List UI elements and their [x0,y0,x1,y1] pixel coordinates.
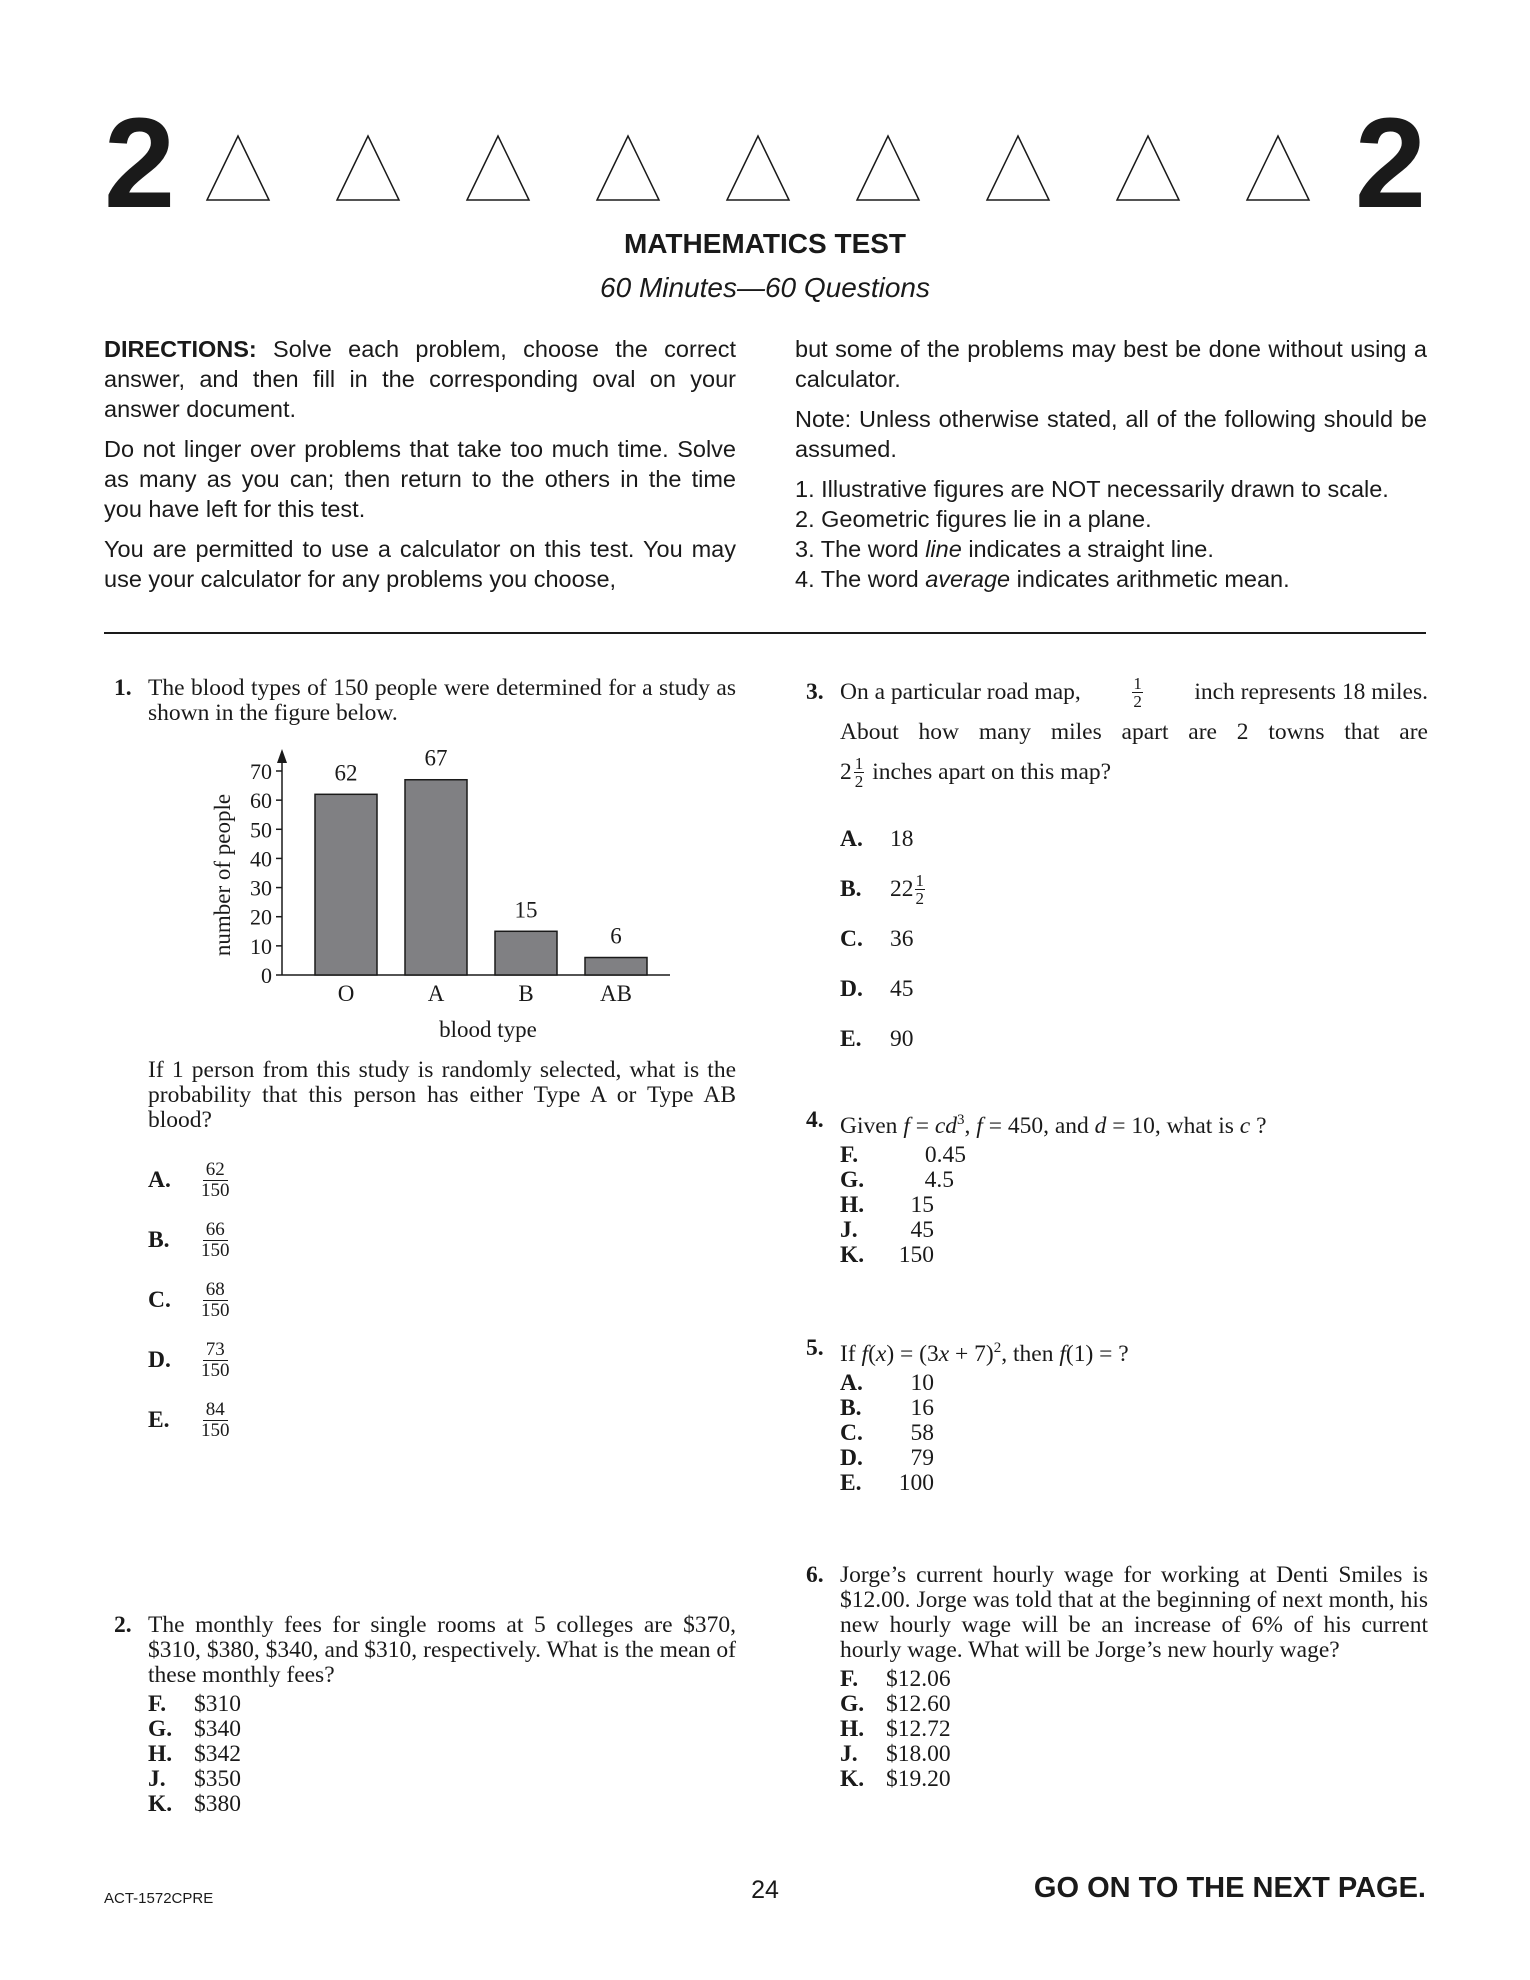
option-label: D. [148,1346,171,1373]
option-d[interactable] [840,1446,1428,1471]
option-value: 4.5 [924,1166,954,1193]
option-c[interactable] [148,1270,414,1330]
text-part: (1) = ? [1065,1340,1129,1367]
data-label: 62 [334,760,358,786]
triangle-icon [337,136,399,200]
option-value: 22 [890,875,914,902]
option-label: D. [840,1444,863,1471]
option-value: 90 [890,1025,914,1052]
option-j[interactable] [840,1218,1428,1243]
text-part: + 7) [949,1340,994,1367]
fraction-denominator: 2 [854,771,864,791]
option-label: J. [148,1766,166,1792]
directions-p4: but some of the problems may best be done without using a calculator. [795,336,1427,392]
option-label: G. [148,1716,173,1742]
fraction-numerator: 84 [203,1400,228,1421]
option-value: 58 [910,1419,934,1446]
option-label: K. [840,1241,865,1268]
form-code: ACT-1572CPRE [104,1890,214,1907]
option-label: J. [840,1216,858,1243]
option-value: $350 [194,1766,241,1792]
text-part: ? [1250,1112,1267,1139]
option-value: $342 [194,1741,241,1767]
question-3 [806,672,1428,1064]
note-4-em: average [925,566,1011,592]
option-b[interactable] [840,1396,1428,1421]
option-d[interactable] [148,1330,414,1390]
fraction-denominator: 2 [1133,691,1142,711]
triangle-icon [987,136,1049,200]
question-6 [806,1563,1428,1792]
option-label: H. [840,1716,865,1742]
y-tick-label: 10 [250,933,272,959]
option-label: B. [148,1226,170,1253]
fraction-numerator: 1 [854,753,864,773]
question-text-part: inch represents 18 miles. [1194,679,1428,705]
var-c: c [1239,1112,1251,1139]
directions-left-column [104,334,736,604]
question-number: 5. [806,1335,824,1361]
page-title: MATHEMATICS TEST [623,228,907,259]
triangle-icon [857,136,919,200]
directions-label: DIRECTIONS: [104,336,257,362]
option-label: E. [840,1469,862,1496]
option-fraction [198,1280,233,1321]
option-value: 16 [910,1394,934,1421]
fraction-numerator: 1 [915,870,924,890]
option-h[interactable] [148,1742,736,1767]
note-3-a: 3. The word [795,536,926,562]
y-tick-label: 60 [250,788,272,814]
x-tick-label: A [427,981,445,1006]
text-part: ) = (3 [886,1340,939,1367]
option-j[interactable] [148,1767,736,1792]
question-text: Jorge’s current hourly wage for working at Denti Smiles is $12.00. Jorge was told that at the beginning of next month, his new hourly wage will be an increase of 6% of his current hourly wage. What will be Jorge’s new hourly wage? [840,1562,1428,1663]
question-number: 6. [806,1562,824,1588]
question-number: 3. [806,679,824,705]
option-label: F. [840,1666,859,1692]
question-number: 4. [806,1107,824,1133]
option-g[interactable] [148,1717,736,1742]
note-3-b: indicates a straight line. [961,536,1214,562]
option-label: F. [148,1691,167,1717]
option-c[interactable] [840,914,1428,964]
page-subtitle: 60 Minutes—60 Questions [600,272,930,303]
question-number: 1. [114,675,132,701]
option-value: 15 [910,1191,934,1218]
fraction-numerator: 62 [203,1160,228,1181]
option-label: C. [840,925,863,952]
directions-p1 [104,334,736,424]
option-label: A. [840,1369,863,1396]
option-value: $19.20 [886,1766,951,1792]
page-number: 24 [751,1876,779,1904]
question-1-prompt [114,1058,736,1133]
option-value: 18 [890,825,914,852]
option-e[interactable] [840,1014,1428,1064]
option-k[interactable] [840,1243,1428,1268]
text-part: = 450, and [982,1112,1095,1139]
note-3-em: line [925,536,962,562]
fraction-numerator: 66 [203,1220,228,1241]
text-part: If [840,1340,862,1367]
fraction-numerator: 68 [203,1280,228,1301]
question-text-part: On a particular road map, [840,679,1081,705]
directions-p1-text: Solve each problem, choose the correct answer, and then fill in the corresponding oval on your answer document. [104,336,736,422]
fraction-denominator: 150 [201,1359,230,1381]
option-value: 79 [910,1444,934,1471]
var-f: f [976,1112,983,1139]
question-5 [806,1336,1428,1496]
x-axis-label: blood type [439,1017,537,1042]
option-label: K. [148,1791,173,1817]
option-label: E. [840,1025,862,1052]
question-number: 2. [114,1612,132,1638]
directions-p3: You are permitted to use a calculator on this test. You may use your calculator for any problems you choose, [104,536,736,592]
note-3 [795,534,1427,564]
question-text [840,672,1428,792]
option-value: $340 [194,1716,241,1742]
option-label: D. [840,975,863,1002]
option-d[interactable] [840,964,1428,1014]
directions-p5: Note: Unless otherwise stated, all of the following should be assumed. [795,406,1427,462]
option-f[interactable] [840,1143,1428,1168]
option-h[interactable] [840,1193,1428,1218]
question-1 [114,676,736,726]
option-label: K. [840,1766,865,1792]
triangle-icon [207,136,269,200]
text-part: = 10, what is [1106,1112,1240,1139]
triangle-icon [1117,136,1179,200]
triangle-icon [467,136,529,200]
option-fraction [198,1160,233,1201]
option-label: G. [840,1691,865,1717]
fraction-half [854,755,865,790]
data-label: 15 [514,897,538,923]
var-f: f [861,1340,869,1367]
fraction-denominator: 2 [915,888,924,908]
triangle-icon [597,136,659,200]
fraction-half [915,872,926,907]
option-value: $18.00 [886,1741,951,1767]
x-tick-label: B [518,981,534,1006]
question-text: The monthly fees for single rooms at 5 colleges are $370, $310, $380, $340, and $310, respectively. What is the mean of these monthly fees? [148,1612,736,1688]
exponent: 2 [993,1340,1002,1356]
option-value: 36 [890,925,914,952]
option-k[interactable] [148,1792,736,1817]
fraction-numerator: 1 [1133,673,1142,693]
option-value: $12.06 [886,1666,951,1692]
option-value: 150 [898,1241,934,1268]
question-text: The blood types of 150 people were determined for a study as shown in the figure below. [148,675,736,726]
question-text-part: inches apart on this map? [872,759,1112,785]
triangle-icon [1247,136,1309,200]
mixed-number-whole: 2 [840,759,852,785]
option-a[interactable] [148,1150,414,1210]
var-x: x [938,1340,950,1367]
question-2 [114,1613,736,1817]
bar-B [495,931,557,975]
fraction-denominator: 150 [201,1299,230,1321]
y-axis-arrow-icon [277,749,287,763]
question-text [840,1108,1428,1139]
y-tick-label: 20 [250,904,272,930]
option-e[interactable] [840,1471,1428,1496]
option-fraction [198,1400,233,1441]
y-tick-label: 50 [250,817,272,843]
option-value: 100 [898,1469,934,1496]
option-c[interactable] [840,1421,1428,1446]
note-4-b: indicates arithmetic mean. [1010,566,1290,592]
exponent: 3 [957,1112,965,1128]
question-1-options [114,1150,414,1450]
option-j[interactable] [840,1742,1428,1767]
text-part: = [909,1112,935,1139]
horizontal-rule [104,632,1426,634]
text-part: , [964,1112,977,1139]
var-x: x [875,1340,887,1367]
option-b[interactable] [840,864,1428,914]
option-b[interactable] [148,1210,414,1270]
question-text-2: If 1 person from this study is randomly selected, what is the probability that this person has either Type A or Type AB blood? [148,1057,736,1133]
question-text [840,1336,1428,1367]
blood-type-bar-chart [200,735,690,1047]
var-f: f [903,1112,910,1139]
x-tick-label: AB [600,981,632,1006]
fraction-denominator: 150 [201,1419,230,1441]
y-tick-label: 70 [250,759,272,784]
y-tick-label: 40 [250,846,272,872]
option-label: A. [840,825,863,852]
option-label: B. [840,1394,862,1421]
option-label: C. [840,1419,863,1446]
option-a[interactable] [840,1371,1428,1396]
directions-right-column [795,334,1427,594]
option-value: 0.45 [924,1141,966,1168]
option-value: $380 [194,1791,241,1817]
text-part: , then [1001,1340,1060,1367]
note-4-a: 4. The word [795,566,926,592]
var-d: d [1094,1112,1107,1139]
triangle-icon [727,136,789,200]
var-cd: cd [934,1112,958,1139]
option-label: H. [840,1191,865,1218]
bar-O [315,794,377,975]
var-f: f [1059,1340,1066,1367]
option-label: J. [840,1741,858,1767]
fraction-denominator: 150 [201,1239,230,1261]
directions-p2: Do not linger over problems that take too much time. Solve as many as you can; then return to the others in the time you have left for this test. [104,436,736,522]
option-g[interactable] [840,1692,1428,1717]
bar-AB [585,958,647,975]
next-page-notice: GO ON TO THE NEXT PAGE. [1033,1872,1426,1904]
option-label: F. [840,1141,859,1168]
question-4 [806,1108,1428,1268]
assumptions-list [795,474,1427,594]
text-part: Given [840,1112,904,1139]
option-label: G. [840,1166,865,1193]
option-label: A. [148,1166,171,1193]
bar-A [405,780,467,975]
option-value: $12.72 [886,1716,951,1742]
triangle-divider [205,134,1325,202]
option-label: E. [148,1406,170,1433]
section-number-left: 2 [104,92,176,235]
note-2: 2. Geometric figures lie in a plane. [795,506,1152,532]
option-f[interactable] [840,1667,1428,1692]
fraction-denominator: 150 [201,1179,230,1201]
option-f[interactable] [148,1692,736,1717]
x-tick-label: O [337,981,355,1006]
option-fraction [198,1340,233,1381]
option-g[interactable] [840,1168,1428,1193]
option-label: B. [840,875,862,902]
question-text-line: About how many miles apart are 2 towns that are [840,719,1428,745]
option-h[interactable] [840,1717,1428,1742]
note-1: 1. Illustrative figures are NOT necessarily drawn to scale. [795,476,1389,502]
option-value: 10 [910,1369,934,1396]
option-value: 45 [910,1216,934,1243]
text-part: ( [868,1340,876,1367]
option-e[interactable] [148,1390,414,1450]
option-fraction [198,1220,233,1261]
fraction-numerator: 73 [203,1340,228,1361]
option-value: $310 [194,1691,241,1717]
option-label: H. [148,1741,173,1767]
option-value: 45 [890,975,914,1002]
y-tick-label: 30 [250,875,272,901]
data-label: 6 [610,923,622,949]
y-axis-label: number of people [210,793,235,957]
option-value: $12.60 [886,1691,951,1717]
data-label: 67 [424,745,448,771]
option-k[interactable] [840,1767,1428,1792]
section-number-right: 2 [1354,92,1426,235]
note-4 [795,564,1427,594]
option-label: C. [148,1286,171,1313]
option-a[interactable] [840,814,1428,864]
y-tick-label: 0 [261,963,272,988]
fraction-half [1132,675,1143,710]
